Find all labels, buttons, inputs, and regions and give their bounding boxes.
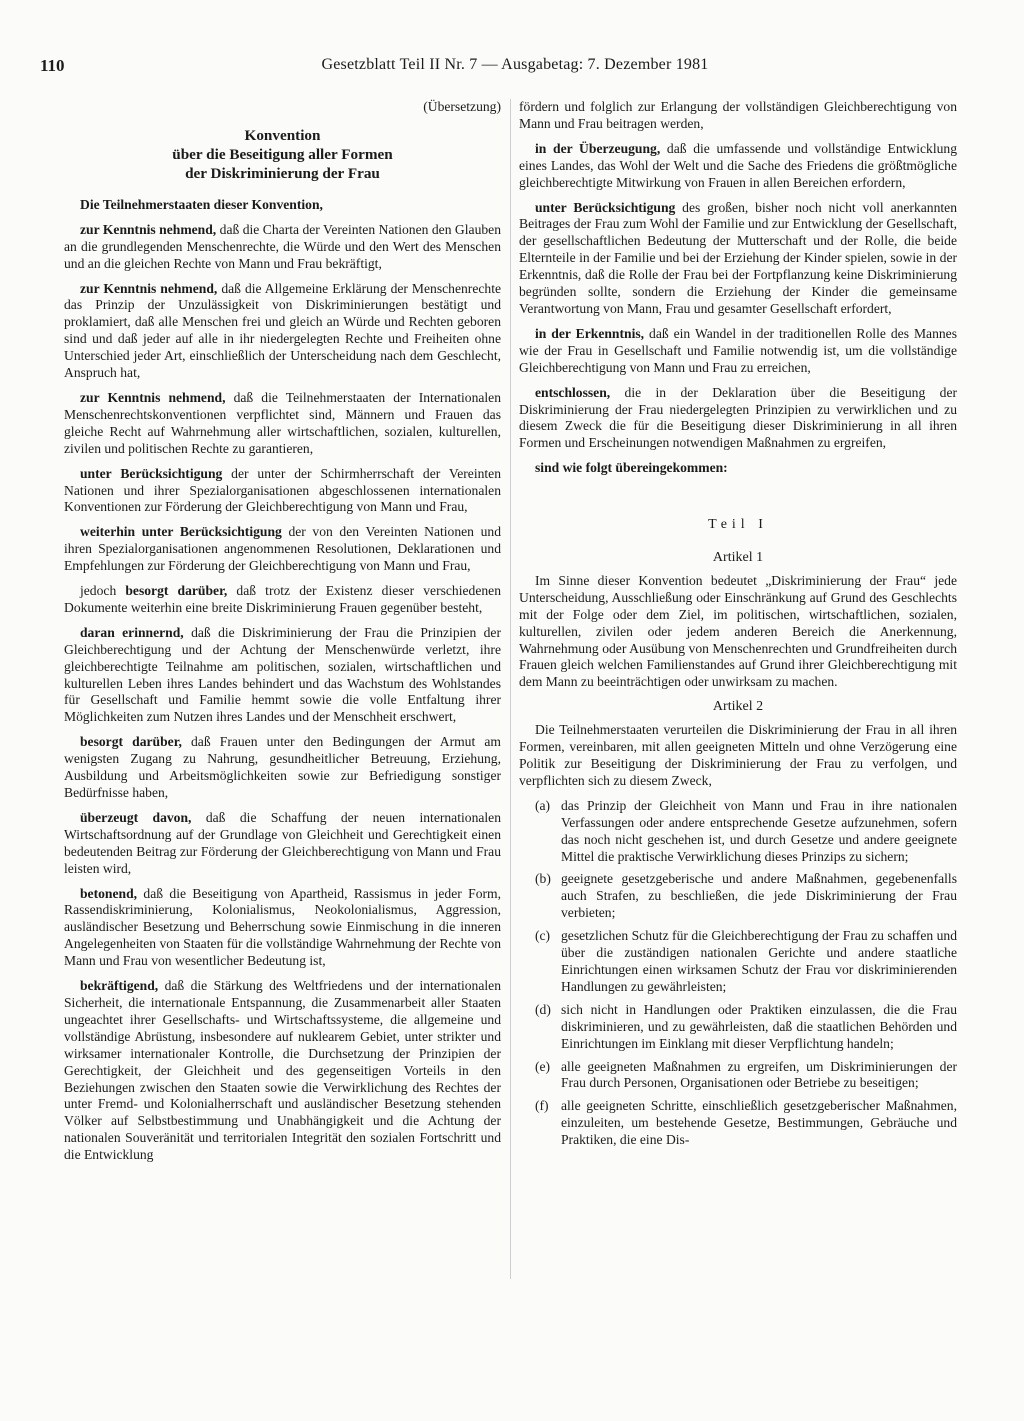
paragraph-text: daß die Charta der Vereinten Nationen den Glauben an die grundlegenden Menschenrechte, die Würde und den Wert des Menschen und an die gleichen Rechte von Mann und Frau bekräftigt, bbox=[64, 221, 501, 271]
preamble-paragraph bbox=[64, 583, 501, 617]
paragraph-keyword: besorgt darüber, bbox=[80, 734, 182, 750]
paragraph-text: die in der Deklaration über die Beseitigung der Diskriminierung der Frau niedergelegten Prinzipien zu verwirklichen und zu diesem Zweck die für die Beseitigung dieser Diskriminierung in all ihren Formen und Erscheinungen notwendigen Maßnahmen zu ergreifen, bbox=[519, 384, 957, 451]
preamble-paragraph bbox=[64, 886, 501, 971]
document-title bbox=[64, 126, 501, 183]
paragraph-text: daß die Schaffung der neuen internationalen Wirtschaftsordnung auf der Grundlage von Gleichheit und Gerechtigkeit einen bedeutenden Beitrag zur Förderung der Gleichberechtigung von Mann und Frau leisten wird, bbox=[64, 809, 502, 876]
part-heading: Teil I bbox=[708, 517, 768, 533]
item-text: alle geeigneten Schritte, einschließlich gesetzgeberischer Maßnahmen, einzuleiten, um bestehende Gesetze, Bestimmungen, Gebräuche und Praktiken, die eine Dis- bbox=[561, 1098, 957, 1148]
paragraph-keyword: in der Erkenntnis, bbox=[535, 325, 645, 341]
paragraph-keyword: bekräftigend, bbox=[80, 978, 159, 994]
article-1-heading: Artikel 1 bbox=[712, 550, 764, 566]
preamble-paragraph bbox=[64, 222, 501, 273]
paragraph-keyword: in der Überzeugung, bbox=[535, 140, 661, 156]
paragraph-keyword: unter Berücksichtigung bbox=[80, 465, 223, 481]
article-1-text: Im Sinne dieser Konvention bedeutet „Diskriminierung der Frau“ jede Unterscheidung, Ausschließung oder Einschränkung auf Grund des Geschlechts mit der Folge oder dem Ziel, im politischen, wirtschaftlichen, sozialen, kulturellen, zivilen oder jedem anderen Bereich die Anerkennung, Wahrnehmung oder Ausübung von Menschenrechten und Grundfreiheiten durch Frauen gleich welchen Familienstandes auf Grund ihrer Gleichberechtigung mit dem Mann zu beeinträchtigen oder unwirksam zu machen. bbox=[519, 572, 957, 690]
paragraph-text: daß trotz der Existenz dieser verschiedenen Dokumente weiterhin eine breite Diskriminierung Frauen gegenüber besteht, bbox=[64, 583, 501, 615]
preamble-intro: Die Teilnehmerstaaten dieser Konvention, bbox=[80, 196, 323, 212]
paragraph-keyword: besorgt darüber, bbox=[125, 583, 228, 599]
paragraph-text: des großen, bisher noch nicht voll anerkannten Beitrages der Frau zum Wohl der Familie und zur Entwicklung der Gesellschaft, der gesellschaftlichen Bedeutung der Mutterschaft und der Rolle, die beide Elternteile in der Familie und bei der Erziehung der Kinder spielen, sowie in der Erkenntnis, daß die Rolle der Frau bei der Fortpflanzung keine Diskriminierung begründen sollte, sondern die Erziehung der Kinder die gemeinsame Verantwortung von Mann, Frau und gesamter Gesellschaft erfordert, bbox=[519, 199, 957, 316]
item-marker: (d) bbox=[535, 1001, 551, 1017]
preamble-paragraph bbox=[64, 524, 501, 575]
continued-paragraph: fördern und folglich zur Erlangung der vollständigen Gleichberechtigung von Mann und Frau beitragen werden, bbox=[519, 99, 957, 131]
paragraph-keyword: weiterhin unter Berücksichtigung bbox=[80, 524, 282, 540]
item-marker: (b) bbox=[535, 871, 551, 887]
item-marker: (e) bbox=[535, 1058, 551, 1074]
list-item bbox=[519, 798, 957, 866]
closing-formula: sind wie folgt übereingekommen: bbox=[535, 460, 728, 476]
paragraph-keyword: betonend, bbox=[80, 885, 138, 901]
paragraph-text: der unter der Schirmherrschaft der Vereinten Nationen und ihrer Spezialorganisationen abgeschlossenen internationalen Konventionen zur Förderung der Gleichberechtigung von Mann und Frau, bbox=[64, 465, 501, 515]
preamble-paragraph bbox=[519, 385, 957, 453]
paragraph-text: der von den Vereinten Nationen und ihren Spezialorganisationen angenommenen Resolutionen, Deklarationen und Empfehlungen zur Förderung der Gleichberechtigung von Mann und Frau, bbox=[64, 524, 501, 574]
preamble-paragraph bbox=[519, 326, 957, 377]
paragraph-keyword: überzeugt davon, bbox=[80, 809, 192, 825]
preamble-paragraph bbox=[519, 141, 957, 192]
item-text: gesetzlichen Schutz für die Gleichberechtigung der Frau zu schaffen und über die zuständigen nationalen Gerichte und andere staatliche Einrichtungen einen wirksamen Schutz der Frau vor diskriminierenden Handlungen zu gewährleisten; bbox=[561, 928, 957, 994]
paragraph-text: daß die Teilnehmerstaaten der Internationalen Menschenrechtskonventionen verpflichtet sind, Männern und Frauen das gleiche Recht auf Wahrnehmung aller wirtschaftlichen, sozialen, kulturellen, zivilen und politischen Rechte zu garantieren, bbox=[64, 389, 502, 456]
paragraph-text: daß die Allgemeine Erklärung der Menschenrechte das Prinzip der Unzulässigkeit von Diskriminierungen bestätigt und proklamiert, daß alle Menschen frei und gleich an Würde und Rechten geboren sind und daß jeder auf alle in ihr niedergelegten Rechte und Freiheiten ohne Unterschied jeder Art, einschließlich der Unterscheidung nach dem Geschlecht, Anspruch hat, bbox=[64, 280, 502, 381]
paragraph-text: daß ein Wandel in der traditionellen Rolle des Mannes wie der Frau in Gesellschaft und Familie notwendig ist, um die vollständige Gleichberechtigung von Mann und Frau zu erreichen, bbox=[519, 325, 957, 375]
preamble-paragraph bbox=[64, 734, 501, 802]
paragraph-prefix: jedoch bbox=[80, 583, 126, 599]
paragraph-keyword: unter Berücksichtigung bbox=[535, 199, 676, 215]
column-divider bbox=[510, 99, 511, 1279]
item-marker: (a) bbox=[535, 797, 551, 813]
preamble-paragraph bbox=[64, 281, 501, 382]
paragraph-text: daß die Diskriminierung der Frau die Prinzipien der Gleichberechtigung und der Achtung der Menschenwürde verletzt, ihre gleichberechtigte Teilnahme am politischen, sozialen, wirtschaftlichen und kulturellen Leben ihres Landes behindert und das Wachstum des Wohlstandes für Gesellschaft und Familie hemmt sowie die volle Entfaltung ihrer Möglichkeiten zum Nutzen ihres Landes und der Menschheit erschwert, bbox=[64, 624, 501, 725]
list-item bbox=[519, 1002, 957, 1053]
paragraph-keyword: zur Kenntnis nehmend, bbox=[80, 280, 218, 296]
article-2-heading: Artikel 2 bbox=[712, 699, 764, 715]
title-line: der Diskriminierung der Frau bbox=[185, 164, 380, 182]
list-item bbox=[519, 1098, 957, 1149]
item-marker: (f) bbox=[535, 1098, 549, 1114]
item-text: sich nicht in Handlungen oder Praktiken einzulassen, die die Frau diskriminieren, und zu gewährleisten, daß die staatlichen Behörden und Einrichtungen im Einklang mit dieser Verpflichtung handeln; bbox=[561, 1001, 957, 1051]
article-2-list bbox=[519, 798, 957, 1149]
list-item bbox=[519, 1059, 957, 1093]
list-item bbox=[519, 928, 957, 996]
paragraph-keyword: zur Kenntnis nehmend, bbox=[80, 389, 226, 405]
title-line: Konvention bbox=[244, 126, 321, 144]
preamble-paragraph bbox=[519, 200, 957, 318]
paragraph-text: daß die Stärkung des Weltfriedens und der internationalen Sicherheit, die internationale Entspannung, die Zusammenarbeit aller Staaten ungeachtet ihrer Gesellschafts- und Wirtschaftssysteme, die allgemeine und vollständige Abrüstung, insbesondere auf nuklearem Gebiet, unter strikter und wirksamer internationaler Kontrolle, die Durchsetzung der Prinzipien der Gerechtigkeit, der Gleichheit und des gegenseitigen Vorteils in den Beziehungen zwischen den Staaten sowie die Verwirklichung des Rechtes der unter Fremd- und Kolonialherrschaft und ausländischer Besetzung stehenden Völker auf Selbstbestimmung und Unabhängigkeit und die Achtung der nationalen Souveränität und territorialen Integrität den sozialen Fortschritt und die Entwicklung bbox=[64, 978, 501, 1163]
gazette-title: Gesetzblatt Teil II Nr. 7 — Ausgabetag: 7. Dezember 1981 bbox=[321, 56, 709, 73]
preamble-paragraph bbox=[64, 978, 501, 1164]
item-text: geeignete gesetzgeberische und andere Maßnahmen, gegebenenfalls auch Strafen, zu beschließen, die jede Diskriminierung der Frau verbieten; bbox=[561, 871, 957, 921]
title-line: über die Beseitigung aller Formen bbox=[172, 145, 393, 163]
preamble-paragraph bbox=[64, 390, 501, 458]
article-2-intro: Die Teilnehmerstaaten verurteilen die Diskriminierung der Frau in all ihren Formen, vereinbaren, mit allen geeigneten Mitteln und ohne Verzögerung eine Politik zur Beseitigung der Diskriminierung der Frau zu verfolgen, und verpflichten sich zu diesem Zweck, bbox=[519, 722, 957, 788]
paragraph-keyword: entschlossen, bbox=[535, 384, 611, 400]
preamble-paragraph bbox=[64, 466, 501, 517]
item-marker: (c) bbox=[535, 928, 551, 944]
paragraph-text: daß Frauen unter den Bedingungen der Armut am wenigsten Zugang zu Nahrung, gesundheitlicher Betreuung, Erziehung, Ausbildung und Arbeitsmöglichkeiten sowie zur Befriedigung sonstiger Bedürfnisse haben, bbox=[64, 734, 501, 800]
preamble-paragraph bbox=[64, 625, 501, 726]
paragraph-text: daß die umfassende und vollständige Entwicklung eines Landes, das Wohl der Welt und die Sache des Friedens die größtmögliche gleichberechtigte Mitwirkung von Frauen in allen Bereichen erfordern, bbox=[519, 140, 957, 190]
left-column bbox=[64, 99, 501, 1172]
paragraph-keyword: zur Kenntnis nehmend, bbox=[80, 221, 217, 237]
item-text: alle geeigneten Maßnahmen zu ergreifen, um Diskriminierungen der Frau durch Personen, Organisationen oder Betriebe zu beseitigen; bbox=[561, 1058, 957, 1091]
paragraph-keyword: daran erinnernd, bbox=[80, 624, 184, 640]
translation-note: (Übersetzung) bbox=[423, 99, 501, 114]
page-number: 110 bbox=[40, 56, 65, 75]
page-header bbox=[40, 56, 990, 86]
paragraph-text: daß die Beseitigung von Apartheid, Rassismus in jeder Form, Rassendiskriminierung, Kolonialismus, Neokolonialismus, Aggression, ausländischer Besetzung und Beherrschung sowie Einmischung in die inneren Angelegenheiten von Staaten für die vollständige Wahrnehmung der Rechte von Mann und Frau von wesentlicher Bedeutung ist, bbox=[64, 885, 501, 969]
list-item bbox=[519, 871, 957, 922]
preamble-paragraph bbox=[64, 810, 501, 878]
item-text: das Prinzip der Gleichheit von Mann und Frau in ihre nationalen Verfassungen oder andere entsprechende Gesetze aufzunehmen, sofern das noch nicht geschehen ist, und durch Gesetze und andere geeignete Mittel die praktische Verwirklichung dieses Prinzips zu sichern; bbox=[561, 797, 957, 864]
right-column bbox=[519, 99, 957, 1155]
